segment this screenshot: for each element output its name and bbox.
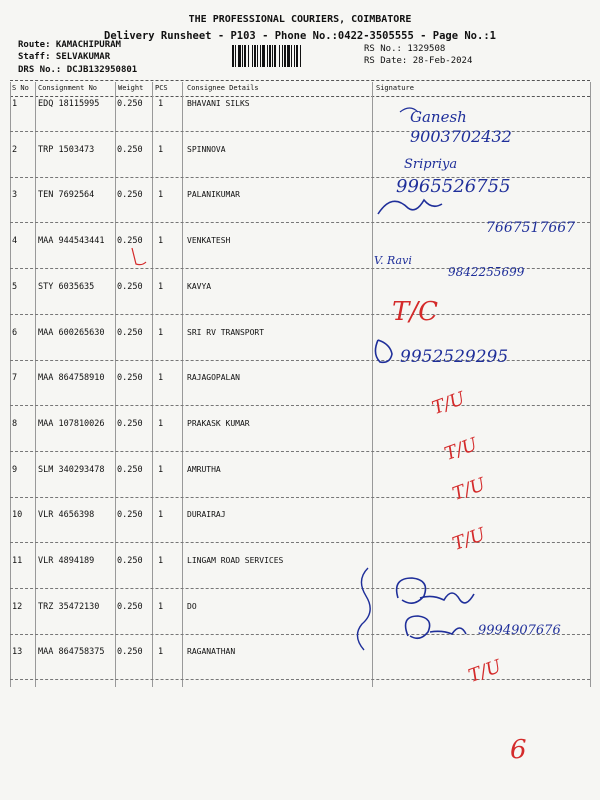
table-row [0,236,600,282]
signature-r4-phone: 9842255699 [448,265,525,279]
sno-cell: 4 [12,236,18,247]
pcs-cell: 1 [158,190,164,201]
weight-cell: 0.250 [117,510,143,521]
consignee-cell: SRI RV TRANSPORT [187,327,265,337]
consignment-cell: SLM 340293478 [38,464,105,475]
drs-number: DRS No.: DCJB132950801 [18,65,138,75]
pcs-cell: 1 [158,418,164,429]
weight-cell: 0.250 [117,327,143,338]
signature-r3-phone: 7667517667 [486,220,576,236]
table-row [0,373,600,419]
weight-cell: 0.250 [117,99,143,109]
sno-cell: 9 [12,464,18,475]
table-row [0,647,600,693]
weight-cell: 0.250 [117,556,143,566]
consignee-cell: SPINNOVA [187,144,226,154]
consignee-cell: DO [187,601,197,611]
table-top-rule [10,80,590,81]
row-divider [10,588,590,589]
sno-cell: 6 [12,327,18,338]
row-divider [10,405,590,406]
row-divider [10,360,590,361]
consignment-cell: MAA 864758910 [38,373,105,384]
mark-r9: T/U [449,473,489,505]
pcs-cell: 1 [158,327,164,338]
pcs-cell: 1 [158,464,164,475]
consignee-cell: PRAKASK KUMAR [187,418,250,428]
sno-cell: 3 [12,190,18,201]
consignee-cell: VENKATESH [187,236,231,246]
table-row [0,190,600,236]
weight-cell: 0.250 [117,418,143,429]
pcs-cell: 1 [158,510,164,521]
consignment-cell: TEN 7692564 [38,190,95,201]
consignee-cell: RAJAGOPALAN [187,373,240,383]
consignment-cell: MAA 864758375 [38,647,105,658]
row-divider [10,268,590,269]
sno-cell: 1 [12,99,18,109]
consignee-cell: PALANIKUMAR [187,190,240,200]
mark-r5: T/C [392,297,438,327]
table-row [0,328,600,374]
consignment-cell: MAA 944543441 [38,236,105,247]
table-row [0,602,600,648]
rs-date: RS Date: 28-Feb-2024 [364,56,473,66]
company-title: THE PROFESSIONAL COURIERS, COIMBATORE [188,14,412,25]
row-divider [10,542,590,543]
signature-r2-name: Sripriya [404,157,458,172]
barcode-bar [301,45,302,67]
signature-r12-phone: 9994907676 [478,623,561,638]
row-divider [10,634,590,635]
table-row [0,465,600,511]
consignee-cell: DURAIRAJ [187,510,226,520]
consignment-cell: STY 6035635 [38,281,95,292]
consignment-cell: MAA 600265630 [38,327,105,338]
sno-cell: 13 [12,647,23,658]
consignee-cell: RAGANATHAN [187,647,236,657]
signature-r6-phone: 9952529295 [400,347,509,367]
consignee-cell: KAVYA [187,281,212,291]
signature-r4-name: V. Ravi [374,254,412,267]
sno-cell: 7 [12,373,18,384]
pcs-cell: 1 [158,601,164,612]
consignee-cell: BHAVANI SILKS [187,99,250,108]
weight-cell: 0.250 [117,601,143,612]
pcs-cell: 1 [158,373,164,384]
consignment-cell: TRP 1503473 [38,144,95,155]
row-divider [10,497,590,498]
sno-cell: 10 [12,510,23,521]
col-header-consignee: Consignee Details [187,84,259,92]
sno-cell: 11 [12,556,23,566]
consignment-cell: EDQ 18115995 [38,99,100,109]
header-rule [10,96,590,97]
sno-cell: 8 [12,418,18,429]
total-count: 6 [510,735,527,765]
pcs-cell: 1 [158,647,164,658]
consignment-cell: VLR 4894189 [38,556,95,566]
table-row [0,419,600,465]
col-header-signature: Signature [376,84,414,92]
col-header-weight: Weight [118,84,144,92]
weight-cell: 0.250 [117,647,143,658]
weight-cell: 0.250 [117,190,143,201]
pcs-cell: 1 [158,144,164,155]
weight-cell: 0.250 [117,144,143,155]
table-row [0,556,600,602]
mark-r13: T/U [465,655,505,687]
pcs-cell: 1 [158,236,164,247]
sno-cell: 12 [12,601,23,612]
staff-label: Staff: SELVAKUMAR [18,52,111,62]
row-divider [10,177,590,178]
signature-r1-name: Ganesh [410,108,467,126]
sno-cell: 2 [12,144,18,155]
signature-r1-phone: 9003702432 [410,127,512,146]
col-header-consignment: Consignment No [38,84,98,92]
consignment-cell: TRZ 35472130 [38,601,100,612]
col-header-pcs: PCS [155,84,168,92]
runsheet-title: Delivery Runsheet - P103 - Phone No.:0422-3505555 - Page No.:1 [104,30,496,42]
col-header-sno: S No [12,84,29,92]
signature-r2-phone: 9965526755 [396,176,511,197]
pcs-cell: 1 [158,556,164,566]
consignee-cell: LINGAM ROAD SERVICES [187,556,284,565]
table-row [0,282,600,328]
weight-cell: 0.250 [117,236,143,247]
consignment-cell: MAA 107810026 [38,418,105,429]
weight-cell: 0.250 [117,464,143,475]
row-divider [10,679,590,680]
row-divider [10,131,590,132]
consignment-cell: VLR 4656398 [38,510,95,521]
barcode [232,45,356,67]
mark-r8: T/U [441,433,481,465]
mark-r7: T/U [429,387,468,420]
mark-r10: T/U [449,523,489,555]
row-divider [10,222,590,223]
row-divider [10,314,590,315]
table-row [0,510,600,556]
rs-number: RS No.: 1329508 [364,44,446,54]
table-row [0,145,600,191]
route-label: Route: KAMACHIPURAM [18,40,121,50]
row-divider [10,451,590,452]
table-row [0,99,600,145]
pcs-cell: 1 [158,99,164,109]
weight-cell: 0.250 [117,373,143,384]
consignee-cell: AMRUTHA [187,464,221,474]
weight-cell: 0.250 [117,281,143,292]
sno-cell: 5 [12,281,18,292]
pcs-cell: 1 [158,281,164,292]
